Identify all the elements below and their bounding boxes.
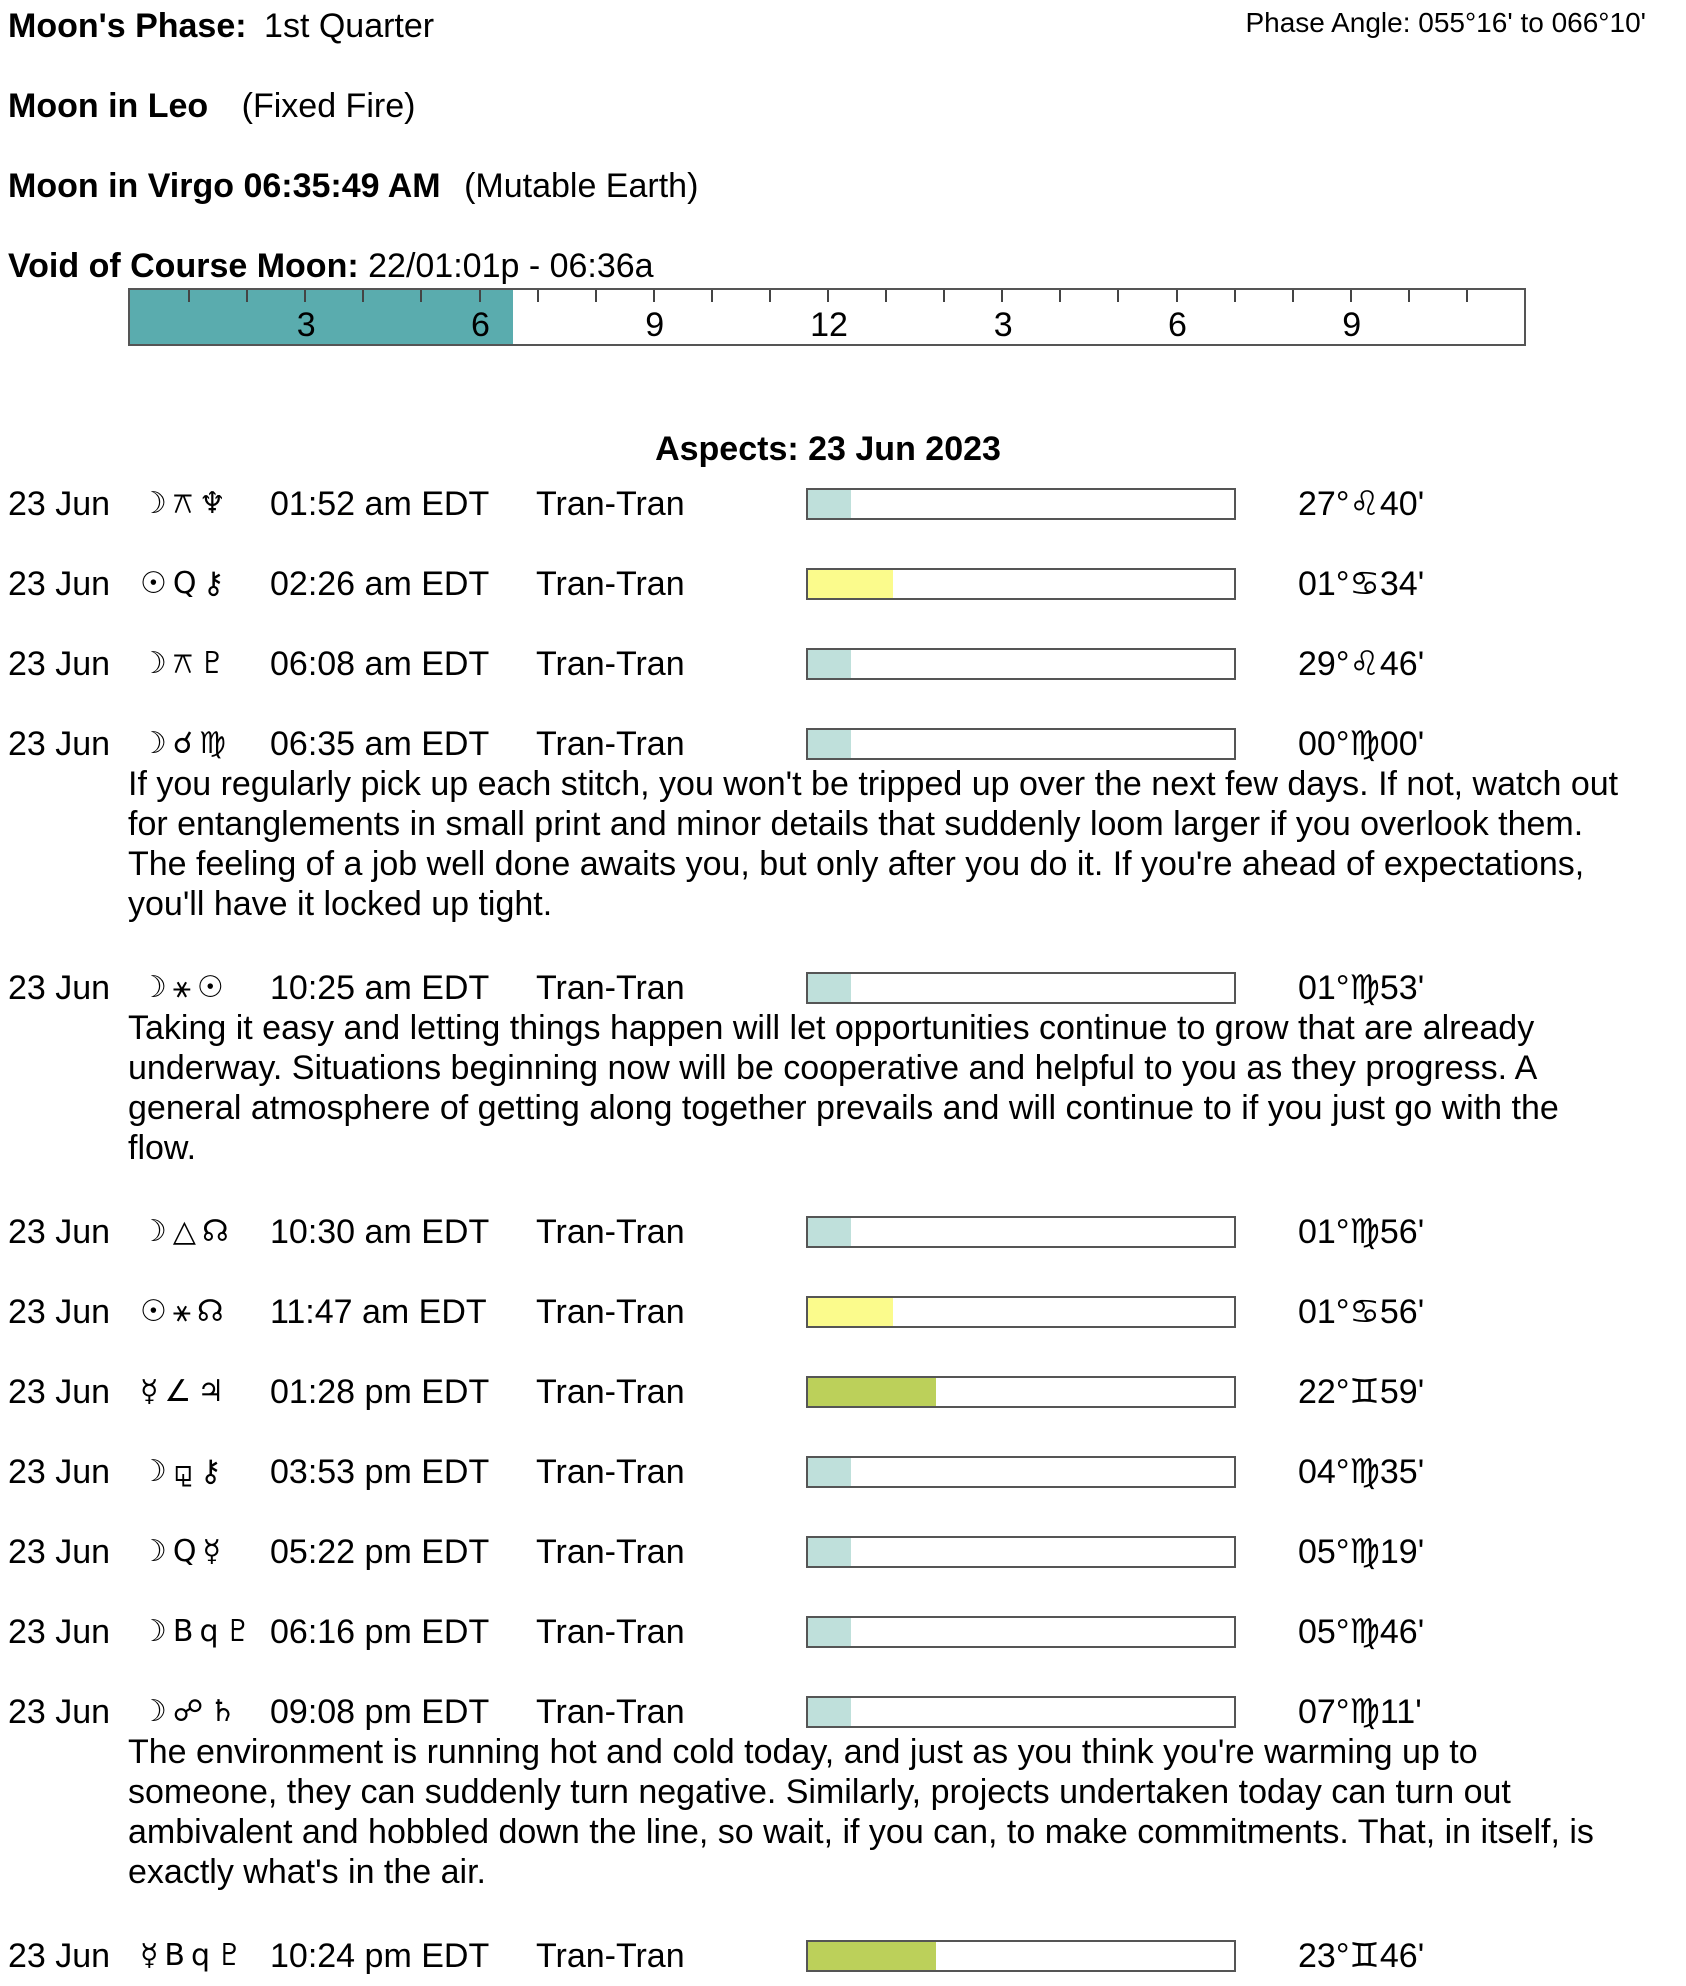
aspect-glyphs-icon: ☉⚹☊ [140,1294,230,1329]
aspect-strength-fill [808,974,851,1002]
timeline-tick [885,290,887,302]
aspect-type: Tran-Tran [536,1693,685,1731]
aspect-row [8,1452,1648,1492]
aspect-date: 23 Jun [8,1453,111,1491]
timeline-tick [595,290,597,302]
aspect-time: 05:22 pm EDT [270,1533,490,1571]
aspect-row [8,1292,1648,1332]
aspect-strength-bar [806,1456,1236,1488]
timeline-label: 3 [993,306,1013,344]
aspect-date: 23 Jun [8,1293,111,1331]
aspect-position: 05°♍46' [1298,1613,1425,1651]
aspect-date: 23 Jun [8,1213,111,1251]
aspect-strength-bar [806,1296,1236,1328]
aspect-strength-fill [808,1538,851,1566]
timeline-tick [943,290,945,302]
aspect-row [8,1936,1648,1976]
aspect-strength-fill [808,730,851,758]
aspect-glyphs-icon: ☽Q☿ [140,1534,227,1569]
aspect-row [8,724,1648,764]
aspect-date: 23 Jun [8,969,111,1007]
aspect-position: 04°♍35' [1298,1453,1425,1491]
aspect-position: 05°♍19' [1298,1533,1425,1571]
aspect-time: 10:24 pm EDT [270,1937,490,1975]
aspect-glyphs-icon: ☽⚹☉ [140,970,230,1005]
aspect-glyphs-icon: ☽☍♄ [140,1694,243,1729]
aspect-interpretation: Taking it easy and letting things happen will let opportunities continue to grow that are already underway. Situations beginning now will be cooperative and helpful to you as they progress. A general atmosphere of getting along together prevails and will continue to if you just go with the flow. [128,1009,1559,1167]
aspect-position: 27°♌40' [1298,485,1425,523]
aspect-strength-fill [808,1698,851,1726]
aspect-position: 22°♊59' [1298,1373,1425,1411]
moon-sign-2: Moon in Virgo 06:35:49 AM [8,167,441,205]
aspect-type: Tran-Tran [536,485,685,523]
aspect-strength-bar [806,488,1236,520]
aspect-time: 06:35 am EDT [270,725,490,763]
aspect-date: 23 Jun [8,725,111,763]
timeline-tick [1408,290,1410,302]
aspect-strength-bar [806,972,1236,1004]
aspect-type: Tran-Tran [536,1937,685,1975]
aspect-time: 02:26 am EDT [270,565,490,603]
aspect-position: 07°♍11' [1298,1693,1422,1731]
aspect-strength-fill [808,1618,851,1646]
voc-label: Void of Course Moon: [8,247,359,285]
aspect-glyphs-icon: ☽⚼⚷ [140,1454,228,1489]
aspect-row [8,1532,1648,1572]
aspect-strength-bar [806,1940,1236,1972]
timeline-tick [304,290,306,302]
aspect-strength-fill [808,1298,893,1326]
aspect-type: Tran-Tran [536,1533,685,1571]
phase-angle: Phase Angle: 055°16' to 066°10' [1245,7,1646,38]
aspect-row [8,1692,1648,1732]
timeline-tick [479,290,481,302]
aspect-type: Tran-Tran [536,969,685,1007]
aspect-strength-fill [808,1458,851,1486]
timeline-label: 9 [645,306,665,344]
aspect-date: 23 Jun [8,1533,111,1571]
aspect-row [8,484,1648,524]
aspect-interpretation: The environment is running hot and cold today, and just as you think you're warming up to someone, they can suddenly turn negative. Similarly, projects undertaken today can turn out ambivalent and hobbled down the line, so wait, if you can, to make commitments. That, in itself, is exactly what's in the air. [128,1733,1594,1891]
aspect-position: 01°♍53' [1298,969,1425,1007]
aspect-position: 01°♋56' [1298,1293,1425,1331]
aspect-strength-fill [808,650,851,678]
aspect-time: 11:47 am EDT [270,1293,487,1331]
timeline-tick [246,290,248,302]
timeline-tick [827,290,829,302]
aspect-date: 23 Jun [8,1613,111,1651]
aspect-position: 23°♊46' [1298,1937,1425,1975]
timeline-label: 12 [810,306,848,344]
aspect-strength-bar [806,1376,1236,1408]
aspect-strength-bar [806,1216,1236,1248]
aspect-type: Tran-Tran [536,1373,685,1411]
aspect-time: 01:28 pm EDT [270,1373,490,1411]
aspect-type: Tran-Tran [536,565,685,603]
aspect-position: 29°♌46' [1298,645,1425,683]
aspect-strength-fill [808,490,851,518]
aspect-strength-fill [808,1378,936,1406]
aspect-type: Tran-Tran [536,725,685,763]
aspect-strength-bar [806,1536,1236,1568]
timeline-tick [420,290,422,302]
timeline-tick [1292,290,1294,302]
moon-sign-2-element: (Mutable Earth) [464,167,699,205]
timeline-label: 9 [1342,306,1362,344]
void-of-course-timeline [128,288,1526,346]
aspect-position: 01°♋34' [1298,565,1425,603]
moon-sign-line-1 [8,86,415,126]
aspect-time: 09:08 pm EDT [270,1693,490,1731]
timeline-tick [1466,290,1468,302]
timeline-tick [1350,290,1352,302]
timeline-tick [653,290,655,302]
timeline-tick [711,290,713,302]
aspect-time: 06:08 am EDT [270,645,490,683]
aspect-time: 01:52 am EDT [270,485,490,523]
aspect-time: 03:53 pm EDT [270,1453,490,1491]
timeline-tick [188,290,190,302]
aspect-glyphs-icon: ☽⚻♆ [140,486,232,521]
timeline-tick [537,290,539,302]
aspect-type: Tran-Tran [536,1453,685,1491]
aspect-date: 23 Jun [8,565,111,603]
moon-phase-line [8,6,434,46]
aspect-strength-bar [806,568,1236,600]
aspect-time: 10:30 am EDT [270,1213,490,1251]
aspect-date: 23 Jun [8,1693,111,1731]
moon-sign-1: Moon in Leo [8,87,209,125]
aspect-row [8,564,1648,604]
aspect-glyphs-icon: ☽☌♍ [140,726,232,761]
aspect-row [8,1212,1648,1252]
aspect-strength-bar [806,648,1236,680]
aspect-time: 10:25 am EDT [270,969,490,1007]
timeline-tick [769,290,771,302]
aspect-row [8,1372,1648,1412]
aspect-row [8,1612,1648,1652]
timeline-tick [1117,290,1119,302]
aspect-glyphs-icon: ☽⚻♇ [140,646,232,681]
aspect-type: Tran-Tran [536,645,685,683]
aspect-glyphs-icon: ☿∠♃ [140,1374,231,1409]
moon-phase-value: 1st Quarter [264,7,435,45]
aspect-row [8,644,1648,684]
void-of-course-line [8,246,654,286]
aspect-position: 00°♍00' [1298,725,1425,763]
moon-sign-1-element: (Fixed Fire) [241,87,416,125]
timeline-tick [1234,290,1236,302]
aspect-date: 23 Jun [8,1373,111,1411]
aspect-date: 23 Jun [8,645,111,683]
aspect-strength-bar [806,1616,1236,1648]
aspect-strength-bar [806,728,1236,760]
timeline-label: 3 [296,306,316,344]
timeline-tick [362,290,364,302]
aspect-interpretation: If you regularly pick up each stitch, you won't be tripped up over the next few days. If not, watch out for entanglements in small print and minor details that suddenly loom larger if you overlook them. The feeling of a job well done awaits you, but only after you do it. If you're ahead of expectations, you'll have it locked up tight. [128,765,1619,923]
aspect-type: Tran-Tran [536,1613,685,1651]
aspect-date: 23 Jun [8,1937,111,1975]
aspect-strength-fill [808,1218,851,1246]
aspect-date: 23 Jun [8,485,111,523]
timeline-tick [1059,290,1061,302]
aspect-strength-fill [808,570,893,598]
moon-sign-line-2 [8,166,698,206]
moon-phase-label: Moon's Phase: [8,7,247,45]
voc-value: 22/01:01p - 06:36a [368,247,654,285]
aspect-type: Tran-Tran [536,1293,685,1331]
aspect-glyphs-icon: ☉Q⚷ [140,566,231,601]
aspect-glyphs-icon: ☽△☊ [140,1214,235,1249]
aspect-strength-fill [808,1942,936,1970]
aspect-row [8,968,1648,1008]
aspect-strength-bar [806,1696,1236,1728]
timeline-tick [1176,290,1178,302]
aspect-position: 01°♍56' [1298,1213,1425,1251]
aspect-type: Tran-Tran [536,1213,685,1251]
timeline-tick [1001,290,1003,302]
aspect-glyphs-icon: ☽Bq♇ [140,1614,258,1649]
timeline-label: 6 [1168,306,1187,344]
aspect-time: 06:16 pm EDT [270,1613,490,1651]
aspect-glyphs-icon: ☿Bq♇ [140,1938,249,1973]
timeline-label: 6 [471,306,490,344]
aspects-title: Aspects: 23 Jun 2023 [655,430,1001,468]
